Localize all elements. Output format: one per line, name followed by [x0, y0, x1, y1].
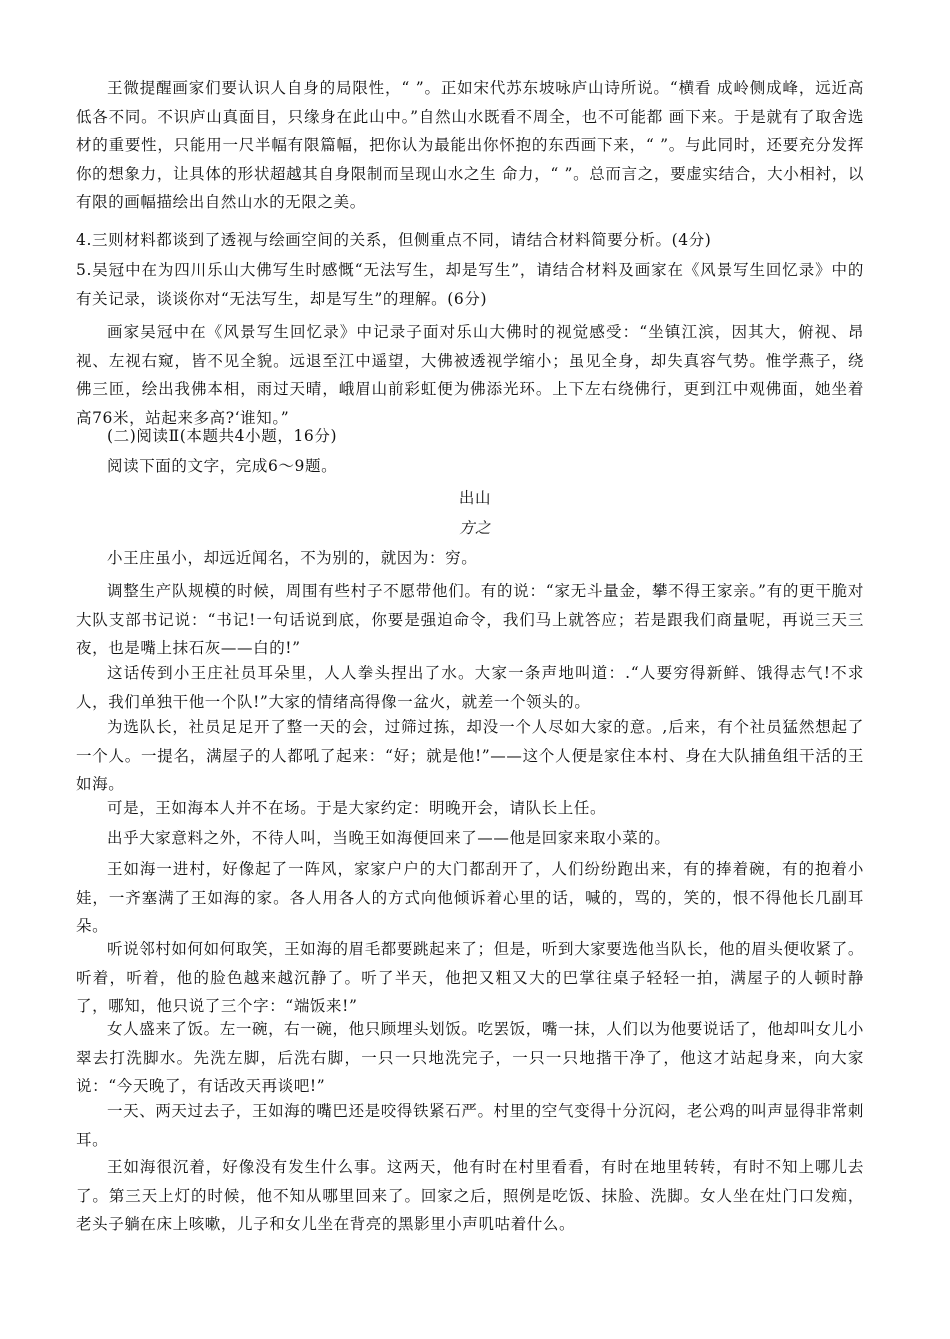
story-paragraph-9: 女人盛来了饭。左一碗，右一碗，他只顾埋头划饭。吃罢饭，嘴一抹，人们以为他要说话了，他却叫女儿小翠去打洗脚水。先洗左脚，后洗右脚，一只一只地洗完子，一只一只地揩干净了，他这才站起身来，向大家说：“今天晚了，有话改天再谈吧!” — [76, 1020, 864, 1095]
story-paragraph-8: 听说邻村如何如何取笑，王如海的眉毛都要跳起来了；但是，听到大家要选他当队长，他的眉头便收紧了。听着，听着，他的脸色越来越沉静了。听了半天，他把又粗又大的巴掌往桌子轻轻一拍，满屋子的人顿时静了，哪知，他只说了三个字：“端饭来!” — [76, 940, 864, 1015]
story-paragraph-2: 调整生产队规模的时候，周围有些村子不愿带他们。有的说：“家无斗量金，攀不得王家亲。”有的更干脆对大队支部书记说：“书记!一句话说到底，你要是强迫命令，我们马上就答应；若是跟我们商量呢，再说三天三夜，也是嘴上抹石灰——白的!” — [76, 582, 864, 657]
material-paragraph-wangwei: 王微提醒画家们要认识人自身的局限性，“ ”。正如宋代苏东坡咏庐山诗所说。“横看 成岭侧成峰，远近高低各不同。不识庐山真面目，只缘身在此山中。”自然山水既看不周全，也不可能都 画下来。于是就有了取舍选材的重要性，只能用一尺半幅有限篇幅，把你认为最能出你怀抱的东西画下来，“ ”。与此同时，还要充分发挥你的想象力，让具体的形状超越其自身限制而呈现山水之生 命力，“ ”。总而言之，要虚实结合，大小相衬，以有限的画幅描绘出自然山水的无限之美。 — [76, 79, 864, 211]
story-paragraph-5: 可是，王如海本人并不在场。于是大家约定：明晚开会，请队长上任。 — [107, 799, 607, 817]
story-title: 出山 — [458, 489, 492, 507]
story-paragraph-6: 出乎大家意料之外，不待人叫，当晚王如海便回来了——他是回家来取小菜的。 — [107, 829, 671, 847]
story-paragraph-3: 这话传到小王庄社员耳朵里，人人拳头捏出了水。大家一条声地叫道：.“人要穷得新鲜、饿得志气!不求人，我们单独干他一个队!”大家的情绪高得像一盆火，就差一个领头的。 — [76, 664, 864, 711]
story-paragraph-10: 一天、两天过去子，王如海的嘴巴还是咬得铁紧石严。村里的空气变得十分沉闷，老公鸡的叫声显得非常刺耳。 — [76, 1102, 864, 1149]
question-5: 5.吴冠中在为四川乐山大佛写生时感慨“无法写生，却是写生”，请结合材料及画家在《风景写生回忆录》中的有关记录，谈谈你对“无法写生，却是写生”的理解。(6分) — [76, 261, 864, 308]
story-author: 方之 — [458, 519, 492, 537]
story-paragraph-1: 小王庄虽小，却远近闻名，不为别的，就因为：穷。 — [107, 549, 478, 567]
reading-instruction: 阅读下面的文字，完成6～9题。 — [107, 457, 338, 475]
question-4: 4.三则材料都谈到了透视与绘画空间的关系，但侧重点不同，请结合材料简要分析。(4分) — [76, 231, 712, 249]
story-paragraph-4: 为选队长，社员足足开了整一天的会，过筛过拣，却没一个人尽如大家的意。,后来，有个社员猛然想起了一个人。一提名，满屋子的人都吼了起来：“好；就是他!”——这个人便是家住本村、身在大队捕鱼组干活的王如海。 — [76, 718, 864, 793]
section-heading: (二)阅读Ⅱ(本题共4小题，16分) — [107, 427, 338, 445]
story-paragraph-11: 王如海很沉着，好像没有发生什么事。这两天，他有时在村里看看，有时在地里转转，有时不知上哪儿去了。第三天上灯的时候，他不知从哪里回来了。回家之后，照例是吃饭、抹脸、洗脚。女人坐在灶门口发痴，老头子躺在床上咳嗽，儿子和女儿坐在背亮的黑影里小声叽咕着什么。 — [76, 1158, 864, 1233]
story-paragraph-7: 王如海一进村，好像起了一阵风，家家户户的大门都刮开了，人们纷纷跑出来，有的捧着碗，有的抱着小娃，一齐塞满了王如海的家。各人用各人的方式向他倾诉着心里的话，喊的，骂的，笑的，恨不得他长几副耳朵。 — [76, 860, 864, 935]
material-paragraph-wuguanzhong: 画家吴冠中在《风景写生回忆录》中记录子面对乐山大佛时的视觉感受：“坐镇江滨，因其大，俯视、昂视、左视右窥，皆不见全貌。远退至江中遥望，大佛被透视学缩小；虽见全身，却失真容气势。惟学燕子，绕佛三匝，绘出我佛本相，雨过天晴，峨眉山前彩虹便为佛添光环。上下左右绕佛行，更到江中观佛面，她坐着高76米，站起来多高?‘谁知。” — [76, 323, 864, 427]
